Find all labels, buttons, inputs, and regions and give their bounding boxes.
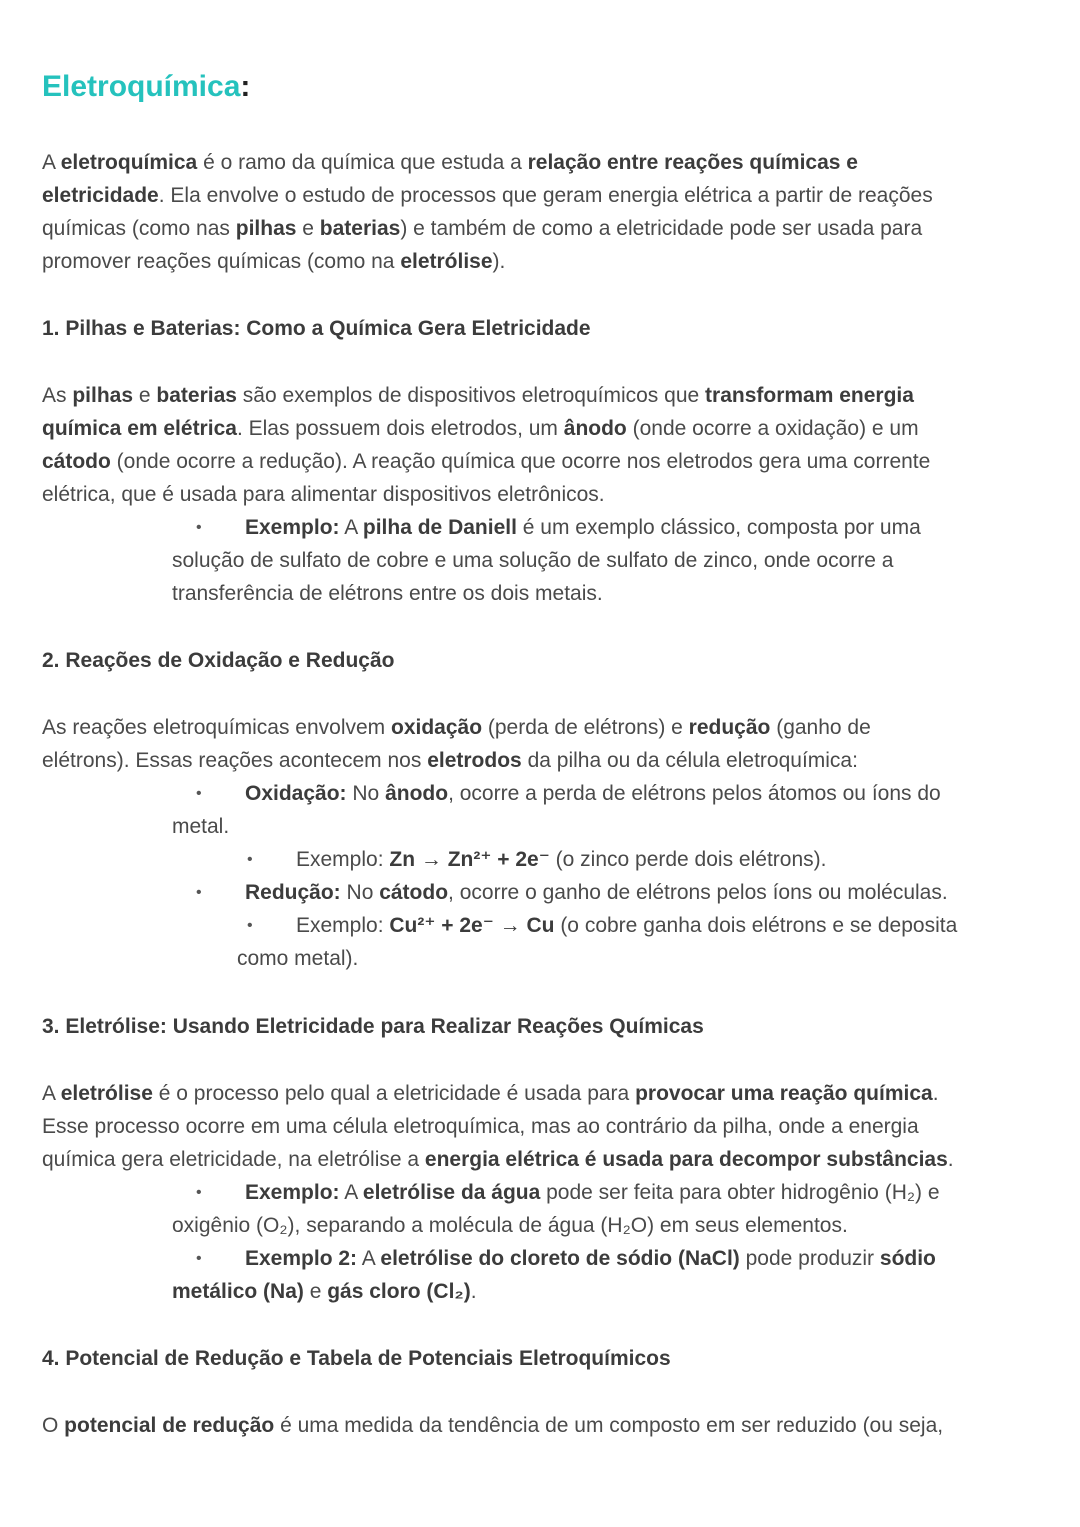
bold-text: eletrólise da água [362,1181,541,1204]
s3-example-2-line-2 [172,1275,477,1308]
text-run: ). [492,250,506,273]
bold-text: sódio [879,1247,936,1270]
text-run: ) e também de como a eletricidade pode ser usada para [400,217,923,240]
bold-text: ânodo [563,417,627,440]
text-run: química gera eletricidade, na eletrólise a [42,1148,425,1171]
bold-text: cátodo [42,450,111,473]
section-1-heading: 1. Pilhas e Baterias: Como a Química Gera Eletricidade [42,317,591,340]
s1-line-1 [42,379,914,412]
s1-line-4: elétrica, que é usada para alimentar dispositivos eletrônicos. [42,483,605,506]
bold-text: pilhas [72,384,134,407]
s2-reduction-example-line-1 [296,909,957,942]
bold-text: eletrodos [427,749,522,772]
s2-reduction-line-1 [245,876,948,909]
bold-text: Redução: [245,881,341,904]
text-run: e [296,217,320,240]
page-title: Eletroquímica: [42,70,251,103]
text-run: . Ela envolve o estudo de processos que geram energia elétrica a partir de reações [158,184,933,207]
s2-line-2 [42,744,858,777]
bold-text: Exemplo: [245,1181,340,1204]
section-3-heading: 3. Eletrólise: Usando Eletricidade para Realizar Reações Químicas [42,1015,704,1038]
text-run: . [470,1280,477,1303]
bold-text: eletrólise [400,250,493,273]
bold-text: Zn → Zn²⁺ + 2e⁻ [389,848,550,871]
text-run: pode produzir [739,1247,880,1270]
text-run: Exemplo: [296,914,390,937]
text-run: As [42,384,73,407]
intro-line-2 [42,179,933,212]
text-run: da pilha ou da célula eletroquímica: [521,749,858,772]
text-run: (onde ocorre a oxidação) e um [626,417,919,440]
bold-text: baterias [319,217,401,240]
bold-text: relação entre reações químicas e [527,151,858,174]
text-run: . [932,1082,939,1105]
text-run: A [339,1181,363,1204]
text-run: O [42,1414,65,1437]
text-run: . [947,1148,954,1171]
bullet-icon: • [196,785,202,802]
text-run: (perda de elétrons) e [482,716,689,739]
bold-text: provocar uma reação química [635,1082,933,1105]
bullet-icon: • [196,519,202,536]
bullet-icon: • [196,884,202,901]
text-run: é o processo pelo qual a eletricidade é usada para [152,1082,636,1105]
text-run: As reações eletroquímicas envolvem [42,716,391,739]
text-run: e [303,1280,328,1303]
bold-text: metálico (Na) [172,1280,304,1303]
bold-text: potencial de redução [64,1414,275,1437]
s3-line-3 [42,1143,954,1176]
text-run: (o zinco perde dois elétrons). [549,848,827,871]
text-run: Exemplo: [296,848,390,871]
s1-line-3 [42,445,930,478]
bold-text: oxidação [391,716,483,739]
intro-line-1 [42,146,858,179]
text-run: (o cobre ganha dois elétrons e se deposita [554,914,958,937]
s3-example-1-line-2: oxigênio (O₂), separando a molécula de água (H₂O) em seus elementos. [172,1214,848,1237]
bullet-icon: • [247,851,253,868]
s2-reduction-example-line-2: como metal). [237,947,359,970]
s2-oxidation-line-2: metal. [172,815,230,838]
bold-text: transformam energia [705,384,914,407]
text-run: e [133,384,157,407]
bold-text: eletroquímica [60,151,198,174]
text-run: A [339,516,363,539]
text-run: são exemplos de dispositivos eletroquímicos que [236,384,706,407]
section-2-heading: 2. Reações de Oxidação e Redução [42,649,395,672]
bold-text: cátodo [379,881,449,904]
text-run: , ocorre a perda de elétrons pelos átomos ou íons do [448,782,941,805]
text-run: (ganho de [770,716,871,739]
s3-example-1-line-1 [245,1176,940,1209]
intro-line-3 [42,212,922,245]
bold-text: Exemplo: [245,516,340,539]
bold-text: gás cloro (Cl₂) [327,1280,471,1303]
text-run: (onde ocorre a redução). A reação química que ocorre nos eletrodos gera uma corrente [110,450,931,473]
s1-line-2 [42,412,919,445]
text-run: elétrons). Essas reações acontecem nos [42,749,428,772]
s1-example-line-1 [245,511,921,544]
s2-oxidation-example [296,843,826,876]
bold-text: eletricidade [42,184,159,207]
text-run: A [357,1247,381,1270]
s2-line-1 [42,711,871,744]
bold-text: pilha de Daniell [362,516,517,539]
text-run: químicas (como nas [42,217,236,240]
text-run: A [42,151,61,174]
bold-text: eletrólise [60,1082,153,1105]
bold-text: Exemplo 2: [245,1247,358,1270]
s1-example-line-3: transferência de elétrons entre os dois metais. [172,582,603,605]
bullet-icon: • [196,1184,202,1201]
text-run: , ocorre o ganho de elétrons pelos íons ou moléculas. [448,881,948,904]
s3-line-2: Esse processo ocorre em uma célula eletroquímica, mas ao contrário da pilha, onde a energia [42,1115,919,1138]
bullet-icon: • [196,1250,202,1267]
text-run: é um exemplo clássico, composta por uma [516,516,921,539]
s4-line-1 [42,1409,943,1442]
bold-text: baterias [156,384,237,407]
text-run: No [340,881,380,904]
bold-text: Oxidação: [245,782,347,805]
s2-oxidation-line-1 [245,777,941,810]
text-run: A [42,1082,61,1105]
s3-example-2-line-1 [245,1242,936,1275]
text-run: No [346,782,386,805]
bold-text: Cu²⁺ + 2e⁻ → Cu [389,914,555,937]
bold-text: pilhas [235,217,297,240]
bold-text: eletrólise do cloreto de sódio (NaCl) [380,1247,740,1270]
text-run: . Elas possuem dois eletrodos, um [236,417,564,440]
bold-text: energia elétrica é usada para decompor substâncias [424,1148,948,1171]
bullet-icon: • [247,917,253,934]
bold-text: redução [688,716,771,739]
s3-line-1 [42,1077,939,1110]
text-run: pode ser feita para obter hidrogênio (H₂) e [540,1181,940,1204]
text-run: promover reações químicas (como na [42,250,401,273]
intro-line-4 [42,245,505,278]
s1-example-line-2: solução de sulfato de cobre e uma solução de sulfato de zinco, onde ocorre a [172,549,894,572]
bold-text: química em elétrica [42,417,237,440]
text-run: é uma medida da tendência de um composto em ser reduzido (ou seja, [274,1414,944,1437]
section-4-heading: 4. Potencial de Redução e Tabela de Potenciais Eletroquímicos [42,1347,671,1370]
text-run: é o ramo da química que estuda a [197,151,528,174]
bold-text: ânodo [385,782,449,805]
